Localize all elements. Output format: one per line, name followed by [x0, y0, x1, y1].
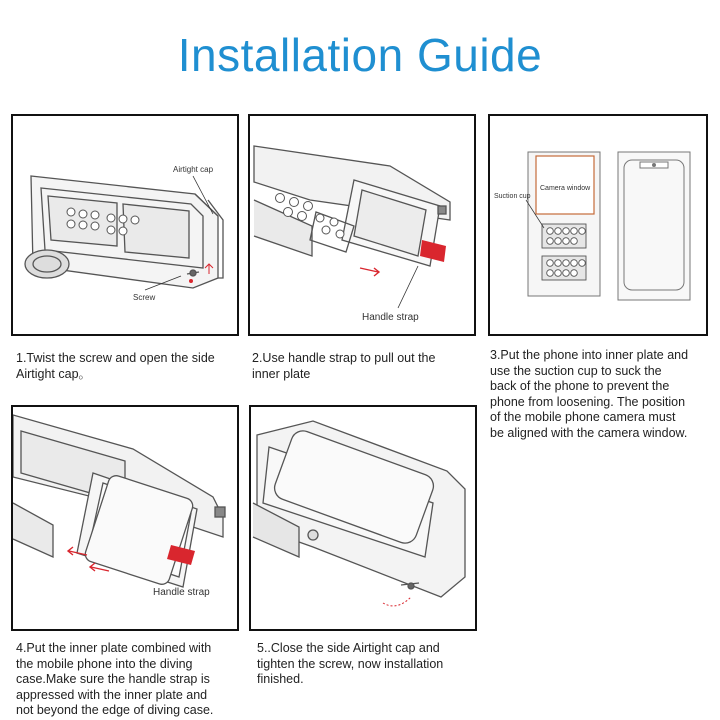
- step-3-caption: [490, 348, 715, 441]
- step-3-illustration: [488, 114, 708, 336]
- step-2-line-1: 2.Use handle strap to pull out the: [252, 351, 436, 365]
- screw-label: Screw: [133, 293, 156, 302]
- step-3-line-6: be aligned with the camera window.: [490, 425, 688, 440]
- page-title: Installation Guide: [177, 29, 543, 81]
- step-3-line-3: back of the phone to prevent the: [490, 379, 670, 393]
- camera-window-label: Camera window: [540, 185, 591, 192]
- inner-plate-pull-drawing: [250, 116, 474, 334]
- step-4-caption: [16, 641, 241, 719]
- step-4-line-1: 4.Put the inner plate combined with: [16, 641, 212, 655]
- step-5-illustration: [249, 405, 477, 631]
- step-2-illustration: [248, 114, 476, 336]
- step-2-line-2: inner plate: [252, 366, 311, 381]
- step-5-caption: [257, 641, 482, 688]
- closed-case-drawing: [251, 407, 475, 629]
- step-5-line-3: finished.: [257, 672, 304, 686]
- step-1-line-1: 1.Twist the screw and open the side: [16, 351, 215, 365]
- step-5-line-2: tighten the screw, now installation: [257, 656, 444, 671]
- step-3-line-4: phone from loosening. The position: [490, 394, 686, 409]
- step-3-line-2: use the suction cup to suck the: [490, 363, 662, 378]
- step-4-line-2: the mobile phone into the diving: [16, 656, 193, 671]
- step-3-line-1: 3.Put the phone into inner plate and: [490, 348, 689, 362]
- airtight-cap-label: Airtight cap: [173, 165, 214, 174]
- step-4-line-5: not beyond the edge of diving case.: [16, 703, 214, 717]
- phone-plate-insert-drawing: [13, 407, 237, 629]
- step-3-line-5: of the mobile phone camera must: [490, 410, 676, 424]
- step-1-illustration: [11, 114, 239, 336]
- inner-plate-phone-drawing: [490, 116, 706, 334]
- step-4-line-4: appressed with the inner plate and: [16, 687, 208, 702]
- suction-cup-label: Suction cup: [494, 193, 531, 200]
- step-5-line-1: 5..Close the side Airtight cap and: [257, 641, 440, 655]
- handle-strap-label: Handle strap: [362, 312, 419, 323]
- step-2-caption: [252, 351, 477, 382]
- step-4-illustration: [11, 405, 239, 631]
- diving-case-side-cap-drawing: [13, 116, 237, 334]
- step-4-line-3: case.Make sure the handle strap is: [16, 672, 210, 686]
- handle-strap-label: Handle strap: [153, 587, 210, 598]
- step-1-line-2: Airtight cap。: [16, 366, 92, 381]
- step-1-caption: [16, 351, 241, 382]
